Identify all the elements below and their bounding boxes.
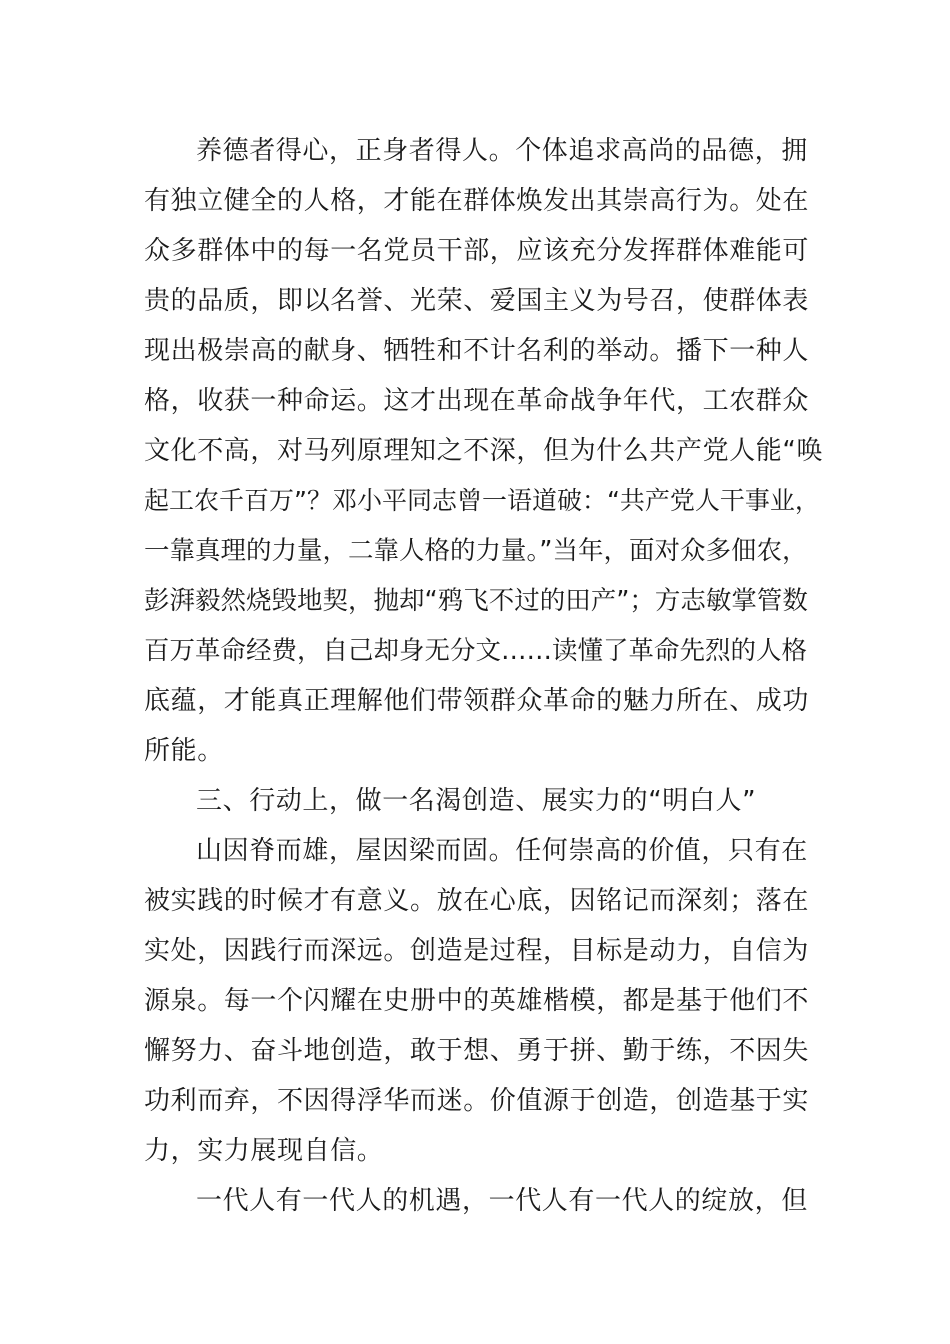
paragraph-line: 一靠真理的力量，二靠人格的力量。”当年，面对众多佃农，: [144, 536, 808, 566]
paragraph-line: 山因脊而雄，屋因梁而固。任何崇高的价值，只有在: [196, 836, 808, 866]
paragraph-line: 贵的品质，即以名誉、光荣、爱国主义为号召，使群体表: [144, 286, 810, 316]
paragraph-line: 被实践的时候才有意义。放在心底，因铭记而深刻；落在: [144, 886, 810, 916]
paragraph-line: 现出极崇高的献身、牺牲和不计名利的举动。播下一种人: [144, 336, 810, 366]
paragraph-line: 懈努力、奋斗地创造，敢于想、勇于拼、勤于练，不因失: [144, 1036, 810, 1066]
paragraph-line: 功利而弃，不因得浮华而迷。价值源于创造，创造基于实: [144, 1086, 810, 1116]
paragraph-line: 力，实力展现自信。: [144, 1136, 384, 1166]
paragraph-line: 实处，因践行而深远。创造是过程，目标是动力，自信为: [144, 936, 810, 966]
paragraph-line: 文化不高，对马列原理知之不深，但为什么共产党人能“唤: [144, 436, 824, 466]
paragraph-line: 源泉。每一个闪耀在史册中的英雄楷模，都是基于他们不: [144, 986, 810, 1016]
paragraph-line: 百万革命经费，自己却身无分文……读懂了革命先烈的人格: [144, 636, 808, 666]
paragraph-line: 众多群体中的每一名党员干部，应该充分发挥群体难能可: [144, 236, 810, 266]
section-heading: 三、行动上，做一名渴创造、展实力的“明白人”: [196, 786, 757, 816]
paragraph-line: 养德者得心，正身者得人。个体追求高尚的品德，拥: [196, 136, 808, 166]
paragraph-line: 一代人有一代人的机遇，一代人有一代人的绽放，但: [196, 1186, 808, 1216]
paragraph-line: 格，收获一种命运。这才出现在革命战争年代，工农群众: [144, 386, 810, 416]
paragraph-line: 所能。: [144, 736, 224, 766]
paragraph-line: 有独立健全的人格，才能在群体焕发出其崇高行为。处在: [144, 186, 810, 216]
paragraph-line: 彭湃毅然烧毁地契，抛却“鸦飞不过的田产”；方志敏掌管数: [144, 586, 808, 616]
paragraph-line: 起工农千百万”？邓小平同志曾一语道破：“共产党人干事业，: [144, 486, 820, 515]
paragraph-line: 底蕴，才能真正理解他们带领群众革命的魅力所在、成功: [144, 686, 810, 716]
